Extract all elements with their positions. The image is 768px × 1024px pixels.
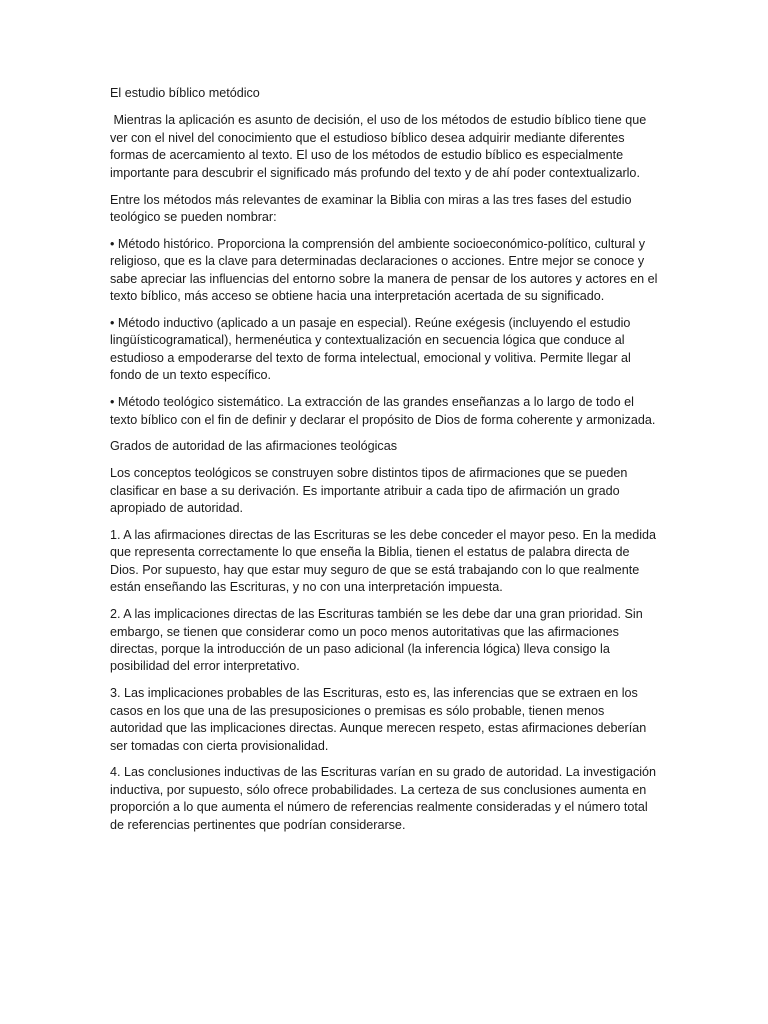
bullet-inductive-method: • Método inductivo (aplicado a un pasaje en especial). Reúne exégesis (incluyendo el estudio lingüísticogramatical), hermenéutica y contextualización en secuencia lógica que conduce al estudioso a empoderarse del texto de forma intelectual, emocional y volitiva. Permite llegar al fondo de un texto específico.: [110, 315, 631, 383]
list-item-2: 2. A las implicaciones directas de las Escrituras también se les debe dar una gran prioridad. Sin embargo, se tienen que considerar como un poco menos autoritativas que las afirmaciones directas, porque la introducción de un paso adicional (la inferencia lógica) lleva consigo la posibilidad del error interpretativo.: [110, 607, 643, 674]
paragraph-intro: Mientras la aplicación es asunto de decisión, el uso de los métodos de estudio bíblico tiene que ver con el nivel del conocimiento que el estudioso bíblico desea adquirir mediante diferentes formas de acercamiento al texto. El uso de los métodos de estudio bíblico es especialmente importante para descubrir el significado más profundo del texto y de ahí poder contextualizarlo.: [110, 113, 650, 180]
list-item-4: 4. Las conclusiones inductivas de las Escrituras varían en su grado de autoridad. La investigación inductiva, por supuesto, sólo ofrece probabilidades. La certeza de sus conclusiones aumenta en proporción a lo que aumenta el número de referencias realmente consideradas y el número total de referencias pertinentes que podrían considerarse.: [110, 765, 657, 832]
document-title: El estudio bíblico metódico: [110, 86, 260, 100]
list-item-1: 1. A las afirmaciones directas de las Escrituras se les debe conceder el mayor peso. En la medida que representa correctamente lo que enseña la Biblia, tienen el estatus de palabra directa de Dios. Por supuesto, hay que estar muy seguro de que se está trabajando con lo que realmente están enseñando las Escrituras, y no con una interpretación impuesta.: [110, 528, 657, 595]
paragraph-concepts: Los conceptos teológicos se construyen sobre distintos tipos de afirmaciones que se pueden clasificar en base a su derivación. Es importante atribuir a cada tipo de afirmación un grado apropiado de autoridad.: [110, 466, 628, 516]
bullet-systematic-method: • Método teológico sistemático. La extracción de las grandes enseñanzas a lo largo de todo el texto bíblico con el fin de definir y declarar el propósito de Dios de forma coherente y armonizada.: [110, 395, 656, 427]
bullet-historical-method: • Método histórico. Proporciona la comprensión del ambiente socioeconómico-político, cultural y religioso, que es la clave para determinadas declaraciones o acciones. Entre mejor se conoce y sabe apreciar las influencias del entorno sobre la manera de pensar de los autores y actores en el texto bíblico, más acceso se obtiene hacia una interpretación acertada de su significado.: [110, 236, 658, 304]
document-body: [110, 85, 658, 844]
paragraph-methods-intro: Entre los métodos más relevantes de examinar la Biblia con miras a las tres fases del estudio teológico se pueden nombrar:: [110, 192, 632, 224]
list-item-3: 3. Las implicaciones probables de las Escrituras, esto es, las inferencias que se extraen en los casos en los que una de las presuposiciones o premisas es sólo probable, tienen menos autoridad que las implicaciones directas. Aunque merecen respeto, estas afirmaciones deberían ser tomadas con cierta provisionalidad.: [110, 686, 647, 753]
section-heading-authority: Grados de autoridad de las afirmaciones teológicas: [110, 439, 398, 454]
